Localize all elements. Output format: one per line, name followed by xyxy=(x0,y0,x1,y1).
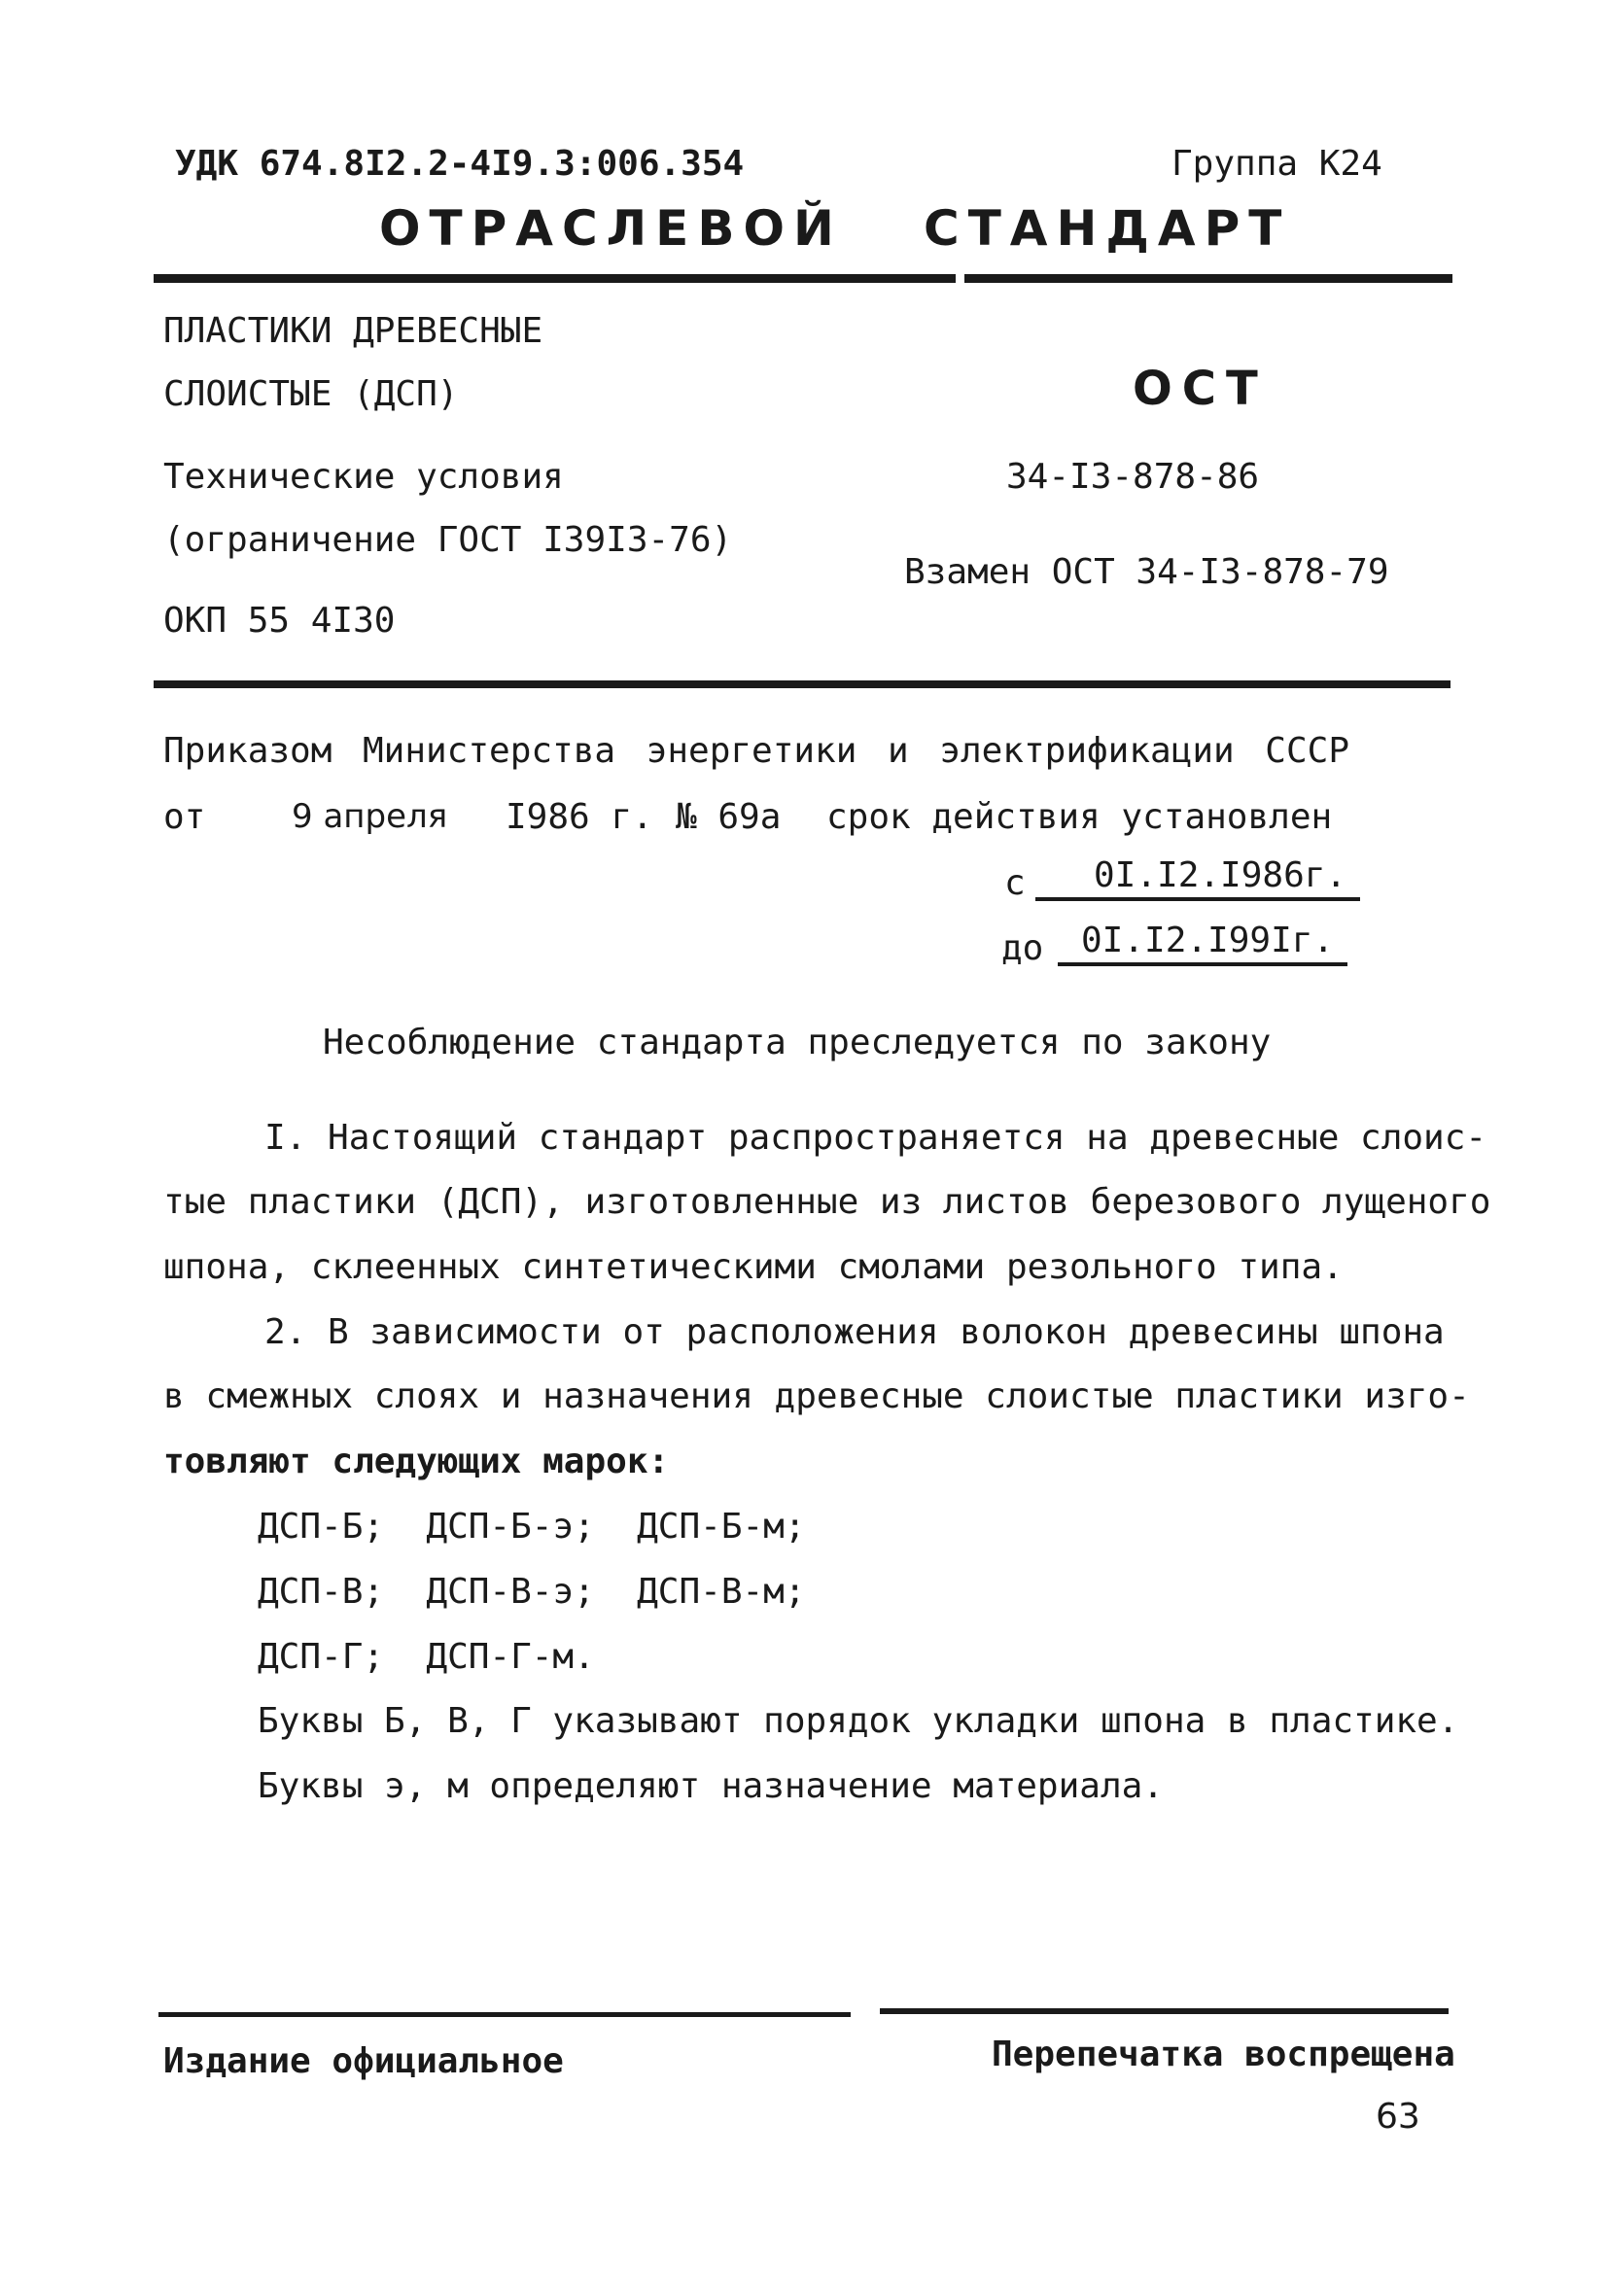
subtitle: Технические условия xyxy=(163,457,564,497)
ost-label: ОСТ xyxy=(1133,362,1268,416)
grades-row-2: ДСП-В; ДСП-В-э; ДСП-В-м; xyxy=(258,1572,806,1612)
official-edition: Издание официальное xyxy=(163,2041,564,2081)
paragraph-1-line-2: тые пластики (ДСП), изготовленные из листов березового лущеного xyxy=(163,1182,1491,1222)
paragraph-2-line-2: в смежных слоях и назначения древесные слоистые пластики изго- xyxy=(163,1376,1470,1416)
footer-rule-left xyxy=(158,2012,851,2017)
order-date: 9 апреля xyxy=(292,797,448,836)
validity-text: срок действия установлен xyxy=(826,797,1333,837)
paragraph-2-line-1: 2. В зависимости от расположения волокон древесины шпона xyxy=(264,1312,1445,1352)
grades-row-1: ДСП-Б; ДСП-Б-э; ДСП-Б-м; xyxy=(258,1507,806,1547)
okp-code: ОКП 55 4I30 xyxy=(163,601,396,641)
ost-number: 34-I3-878-86 xyxy=(1006,457,1260,497)
since-label: с xyxy=(1004,863,1026,903)
title-left: ОТРАСЛЕВОЙ xyxy=(379,200,843,257)
footer-rule-right xyxy=(880,2008,1449,2014)
no-reprint: Перепечатка воспрещена xyxy=(992,2035,1455,2074)
page-number: 63 xyxy=(1376,2097,1420,2137)
until-date: 0I.I2.I99Iг. xyxy=(1058,921,1347,966)
header-rule-right xyxy=(964,274,1452,283)
grades-row-3: ДСП-Г; ДСП-Г-м. xyxy=(258,1637,595,1677)
paragraph-1-line-1: I. Настоящий стандарт распространяется на древесные слоис- xyxy=(264,1118,1487,1158)
note-1: Буквы Б, В, Г указывают порядок укладки шпона в пластике. xyxy=(258,1701,1459,1741)
standard-name-line1: ПЛАСТИКИ ДРЕВЕСНЫЕ xyxy=(163,311,543,351)
paragraph-2-line-3: товляют следующих марок: xyxy=(163,1442,670,1481)
designation-rule xyxy=(154,680,1451,688)
paragraph-1-line-3: шпона, склеенных синтетическими смолами резольного типа. xyxy=(163,1247,1344,1287)
title-right: СТАНДАРТ xyxy=(924,200,1291,257)
group-code: Группа К24 xyxy=(1171,144,1382,184)
standard-name-line2: СЛОИСТЫЕ (ДСП) xyxy=(163,374,459,414)
replaces-standard: Взамен ОСТ 34-I3-878-79 xyxy=(904,552,1389,592)
until-label: до xyxy=(1001,928,1044,968)
order-line: Приказом Министерства энергетики и электрификации СССР xyxy=(163,731,1349,771)
order-from: от xyxy=(163,797,206,837)
udk-code: УДК 674.8I2.2-4I9.3:006.354 xyxy=(175,144,745,184)
header-rule-left xyxy=(154,274,956,283)
note-2: Буквы э, м определяют назначение материала. xyxy=(258,1766,1164,1806)
order-year: I986 г. xyxy=(506,797,653,837)
since-date: 0I.I2.I986г. xyxy=(1035,855,1360,901)
restriction: (ограничение ГОСТ I39I3-76) xyxy=(163,520,733,560)
law-warning: Несоблюдение стандарта преследуется по закону xyxy=(323,1023,1272,1062)
order-number: № 69а xyxy=(676,797,782,837)
